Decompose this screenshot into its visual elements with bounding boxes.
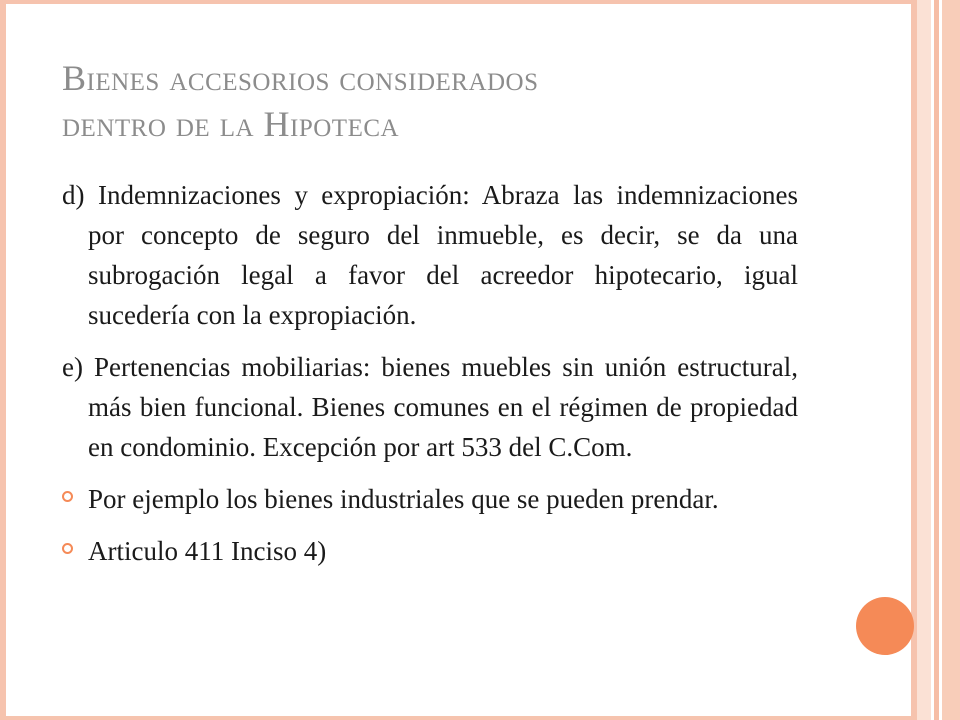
bullet-item [62, 479, 798, 519]
paragraph-pertenencias: e) Pertenencias mobiliarias: bienes muebles sin unión estructural, más bien funcional. Bienes comunes en el régimen de propiedad en condominio. Excepción por art 533 del C.Com. [62, 352, 798, 462]
stripe [917, 0, 931, 720]
paragraph-indemnizaciones: d) Indemnizaciones y expropiación: Abraza las indemnizaciones por concepto de seguro del inmueble, es decir, se da una subrogación legal a favor del acreedor hipotecario, igual sucedería con la expropiación. [62, 180, 798, 330]
bullet-item [62, 531, 798, 571]
decorative-circle-icon [856, 597, 914, 655]
right-stripes [917, 0, 960, 720]
title-line-1: Bienes accesorios considerados [62, 58, 539, 98]
stripe [942, 0, 960, 720]
bullet-text: Articulo 411 Inciso 4) [88, 536, 327, 566]
bullet-circle-icon [62, 491, 73, 502]
slide-body [62, 175, 798, 583]
slide-title [62, 55, 882, 147]
bullet-text: Por ejemplo los bienes industriales que se pueden prendar. [88, 484, 719, 514]
bullet-circle-icon [62, 543, 73, 554]
title-line-2: dentro de la Hipoteca [62, 104, 400, 144]
